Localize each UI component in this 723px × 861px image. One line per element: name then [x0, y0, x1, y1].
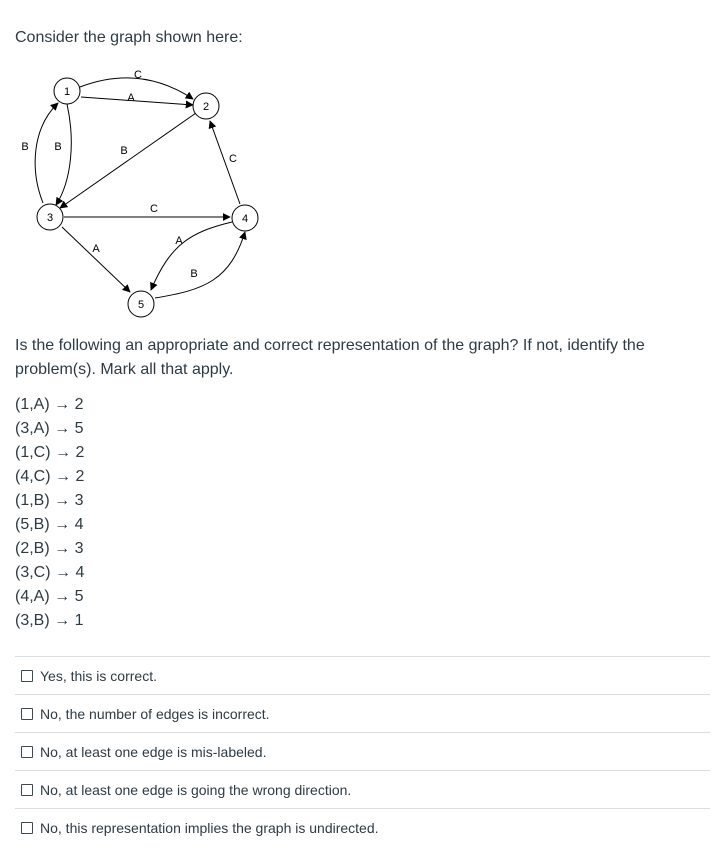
edge-1-3-B — [56, 104, 71, 205]
answer-option-wrong-direction[interactable] — [15, 770, 710, 808]
edge-label-4-5-A: A — [175, 235, 183, 247]
answer-label: No, at least one edge is mis-labeled. — [40, 743, 267, 760]
representation-list — [15, 393, 84, 633]
answer-option-yes-correct[interactable] — [15, 656, 710, 694]
answer-checkbox[interactable] — [21, 746, 33, 758]
representation-item: (4,A) → 5 — [15, 588, 84, 605]
answer-label: Yes, this is correct. — [40, 667, 157, 684]
answer-option-edge-count[interactable] — [15, 694, 710, 732]
answer-label: No, the number of edges is incorrect. — [40, 705, 270, 722]
edge-label-2-3-B: B — [120, 145, 128, 157]
node-label-1: 1 — [63, 86, 71, 98]
edge-1-2-C — [80, 78, 193, 99]
edge-1-2-A — [81, 97, 193, 105]
representation-item: (1,C) → 2 — [15, 444, 85, 461]
representation-item: (3,C) → 4 — [15, 564, 85, 581]
answer-label: No, at least one edge is going the wrong direction. — [40, 781, 352, 798]
edge-3-1-B — [35, 103, 58, 203]
edge-label-1-2-C: C — [134, 69, 142, 81]
edge-label-3-5-A: A — [92, 243, 100, 255]
representation-item: (5,B) → 4 — [15, 516, 84, 533]
node-3 — [37, 204, 63, 230]
edge-label-1-2-A: A — [127, 92, 135, 104]
edge-label-4-2-C: C — [229, 153, 237, 165]
node-label-3: 3 — [46, 212, 54, 224]
prompt-text: Consider the graph shown here: — [15, 29, 243, 46]
answer-checkbox[interactable] — [21, 822, 33, 834]
representation-item: (1,A) → 2 — [15, 396, 84, 413]
directed-graph — [0, 0, 723, 330]
answer-option-mislabeled[interactable] — [15, 732, 710, 770]
edge-3-5-A — [62, 227, 130, 292]
question-text: Is the following an appropriate and correct representation of the graph? If not, identify the problem(s). Mark all that apply. — [15, 337, 645, 378]
node-2 — [193, 93, 219, 119]
edge-label-3-1-B: B — [21, 141, 29, 153]
representation-item: (3,B) → 1 — [15, 612, 84, 629]
node-label-2: 2 — [202, 101, 210, 113]
edge-label-1-3-B: B — [54, 141, 62, 153]
edge-label-3-4-C: C — [150, 203, 158, 215]
node-5 — [128, 291, 154, 317]
representation-item: (2,B) → 3 — [15, 540, 84, 557]
representation-item: (1,B) → 3 — [15, 492, 84, 509]
answer-checkbox[interactable] — [21, 670, 33, 682]
answer-checkbox[interactable] — [21, 784, 33, 796]
node-4 — [232, 205, 258, 231]
edge-label-5-4-B: B — [190, 268, 198, 280]
edge-2-3-B — [60, 113, 196, 208]
representation-item: (4,C) → 2 — [15, 468, 85, 485]
answer-option-undirected[interactable] — [15, 808, 710, 846]
edge-5-4-B — [155, 232, 245, 298]
answer-label: No, this representation implies the graph is undirected. — [40, 819, 379, 836]
node-label-4: 4 — [241, 213, 249, 225]
answer-options — [15, 656, 710, 846]
answer-checkbox[interactable] — [21, 708, 33, 720]
node-1 — [54, 78, 80, 104]
node-label-5: 5 — [137, 299, 145, 311]
representation-item: (3,A) → 5 — [15, 420, 84, 437]
